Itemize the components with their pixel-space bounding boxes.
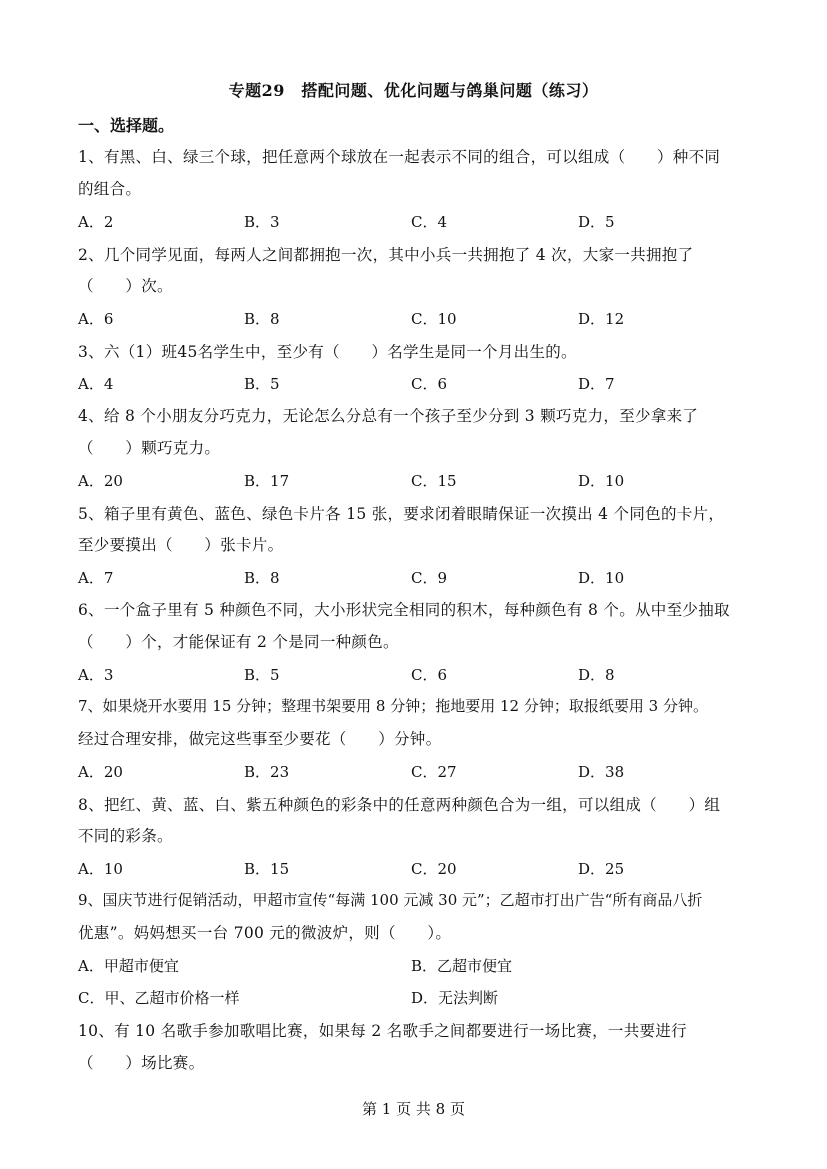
question-1-option-a: A．2 bbox=[78, 213, 114, 231]
question-6-option-b: B．5 bbox=[244, 666, 280, 684]
question-6-line-1: 6、一个盒子里有 5 种颜色不同，大小形状完全相同的积木，每种颜色有 8 个。从中至少抽取 bbox=[78, 601, 730, 619]
question-7-option-b: B．23 bbox=[244, 763, 290, 781]
question-4-option-b: B．17 bbox=[244, 472, 290, 490]
question-8-option-b: B．15 bbox=[244, 860, 290, 878]
question-3-line-1: 3、六（1）班45名学生中，至少有（ ）名学生是同一个月出生的。 bbox=[78, 343, 577, 361]
question-2-line-1: 2、几个同学见面，每两人之间都拥抱一次，其中小兵一共拥抱了 4 次，大家一共拥抱了 bbox=[78, 246, 694, 264]
question-2-option-d: D．12 bbox=[578, 310, 625, 328]
question-5-line-1: 5、箱子里有黄色、蓝色、绿色卡片各 15 张，要求闭着眼睛保证一次摸出 4 个同色的卡片， bbox=[78, 505, 725, 523]
question-10-line-2: （ ）场比赛。 bbox=[78, 1054, 205, 1072]
question-6-line-2: （ ）个，才能保证有 2 个是同一种颜色。 bbox=[78, 633, 399, 651]
question-4-option-a: A．20 bbox=[78, 472, 123, 490]
question-6-option-c: C．6 bbox=[411, 666, 448, 684]
page-footer: 第 1 页 共 8 页 bbox=[362, 1100, 465, 1118]
question-3-option-a: A．4 bbox=[78, 375, 114, 393]
question-8-option-a: A．10 bbox=[78, 860, 123, 878]
question-4-option-c: C．15 bbox=[411, 472, 457, 490]
question-4-line-1: 4、给 8 个小朋友分巧克力，无论怎么分总有一个孩子至少分到 3 颗巧克力，至少拿来了 bbox=[78, 407, 699, 425]
question-3-option-d: D．7 bbox=[578, 375, 615, 393]
question-7-option-a: A．20 bbox=[78, 763, 123, 781]
question-8-line-2: 不同的彩条。 bbox=[78, 827, 173, 845]
question-2-option-b: B．8 bbox=[244, 310, 280, 328]
question-5-line-2: 至少要摸出（ ）张卡片。 bbox=[78, 536, 284, 554]
question-1-option-b: B．3 bbox=[244, 213, 280, 231]
question-7-option-c: C．27 bbox=[411, 763, 457, 781]
question-5-option-a: A．7 bbox=[78, 569, 114, 587]
question-1-line-1: 1、有黑、白、绿三个球，把任意两个球放在一起表示不同的组合，可以组成（ ）种不同 bbox=[78, 148, 721, 166]
question-6-option-d: D．8 bbox=[578, 666, 615, 684]
question-9-option-d: D．无法判断 bbox=[411, 989, 499, 1007]
question-9-option-b: B．乙超市便宜 bbox=[411, 957, 513, 975]
question-6-option-a: A．3 bbox=[78, 666, 114, 684]
question-9-line-1: 9、国庆节进行促销活动，甲超市宣传“每满 100 元减 30 元”；乙超市打出广告“所有商品八折 bbox=[78, 891, 703, 909]
question-7-line-2: 经过合理安排，做完这些事至少要花（ ）分钟。 bbox=[78, 730, 442, 748]
page-title: 专题29 搭配问题、优化问题与鸽巢问题（练习） bbox=[228, 81, 599, 100]
question-5-option-d: D．10 bbox=[578, 569, 625, 587]
question-3-option-b: B．5 bbox=[244, 375, 280, 393]
question-4-line-2: （ ）颗巧克力。 bbox=[78, 439, 221, 457]
question-7-line-1: 7、如果烧开水要用 15 分钟；整理书架要用 8 分钟；拖地要用 12 分钟；取报纸要用 3 分钟。 bbox=[78, 697, 708, 715]
question-8-line-1: 8、把红、黄、蓝、白、紫五种颜色的彩条中的任意两种颜色合为一组，可以组成（ ）组 bbox=[78, 796, 721, 814]
question-8-option-c: C．20 bbox=[411, 860, 457, 878]
question-7-option-d: D．38 bbox=[578, 763, 625, 781]
question-1-option-c: C．4 bbox=[411, 213, 448, 231]
question-3-option-c: C．6 bbox=[411, 375, 448, 393]
question-5-option-c: C．9 bbox=[411, 569, 448, 587]
question-1-line-2: 的组合。 bbox=[78, 180, 142, 198]
question-9-line-2: 优惠”。妈妈想买一台 700 元的微波炉，则（ ）。 bbox=[78, 924, 452, 942]
question-2-line-2: （ ）次。 bbox=[78, 277, 173, 295]
question-5-option-b: B．8 bbox=[244, 569, 280, 587]
question-2-option-c: C．10 bbox=[411, 310, 457, 328]
question-2-option-a: A．6 bbox=[78, 310, 114, 328]
question-10-line-1: 10、有 10 名歌手参加歌唱比赛，如果每 2 名歌手之间都要进行一场比赛，一共要进行 bbox=[78, 1022, 687, 1040]
question-1-option-d: D．5 bbox=[578, 213, 615, 231]
question-4-option-d: D．10 bbox=[578, 472, 625, 490]
question-9-option-a: A．甲超市便宜 bbox=[78, 957, 179, 975]
section-heading: 一、选择题。 bbox=[78, 116, 175, 135]
question-9-option-c: C．甲、乙超市价格一样 bbox=[78, 989, 240, 1007]
question-8-option-d: D．25 bbox=[578, 860, 625, 878]
